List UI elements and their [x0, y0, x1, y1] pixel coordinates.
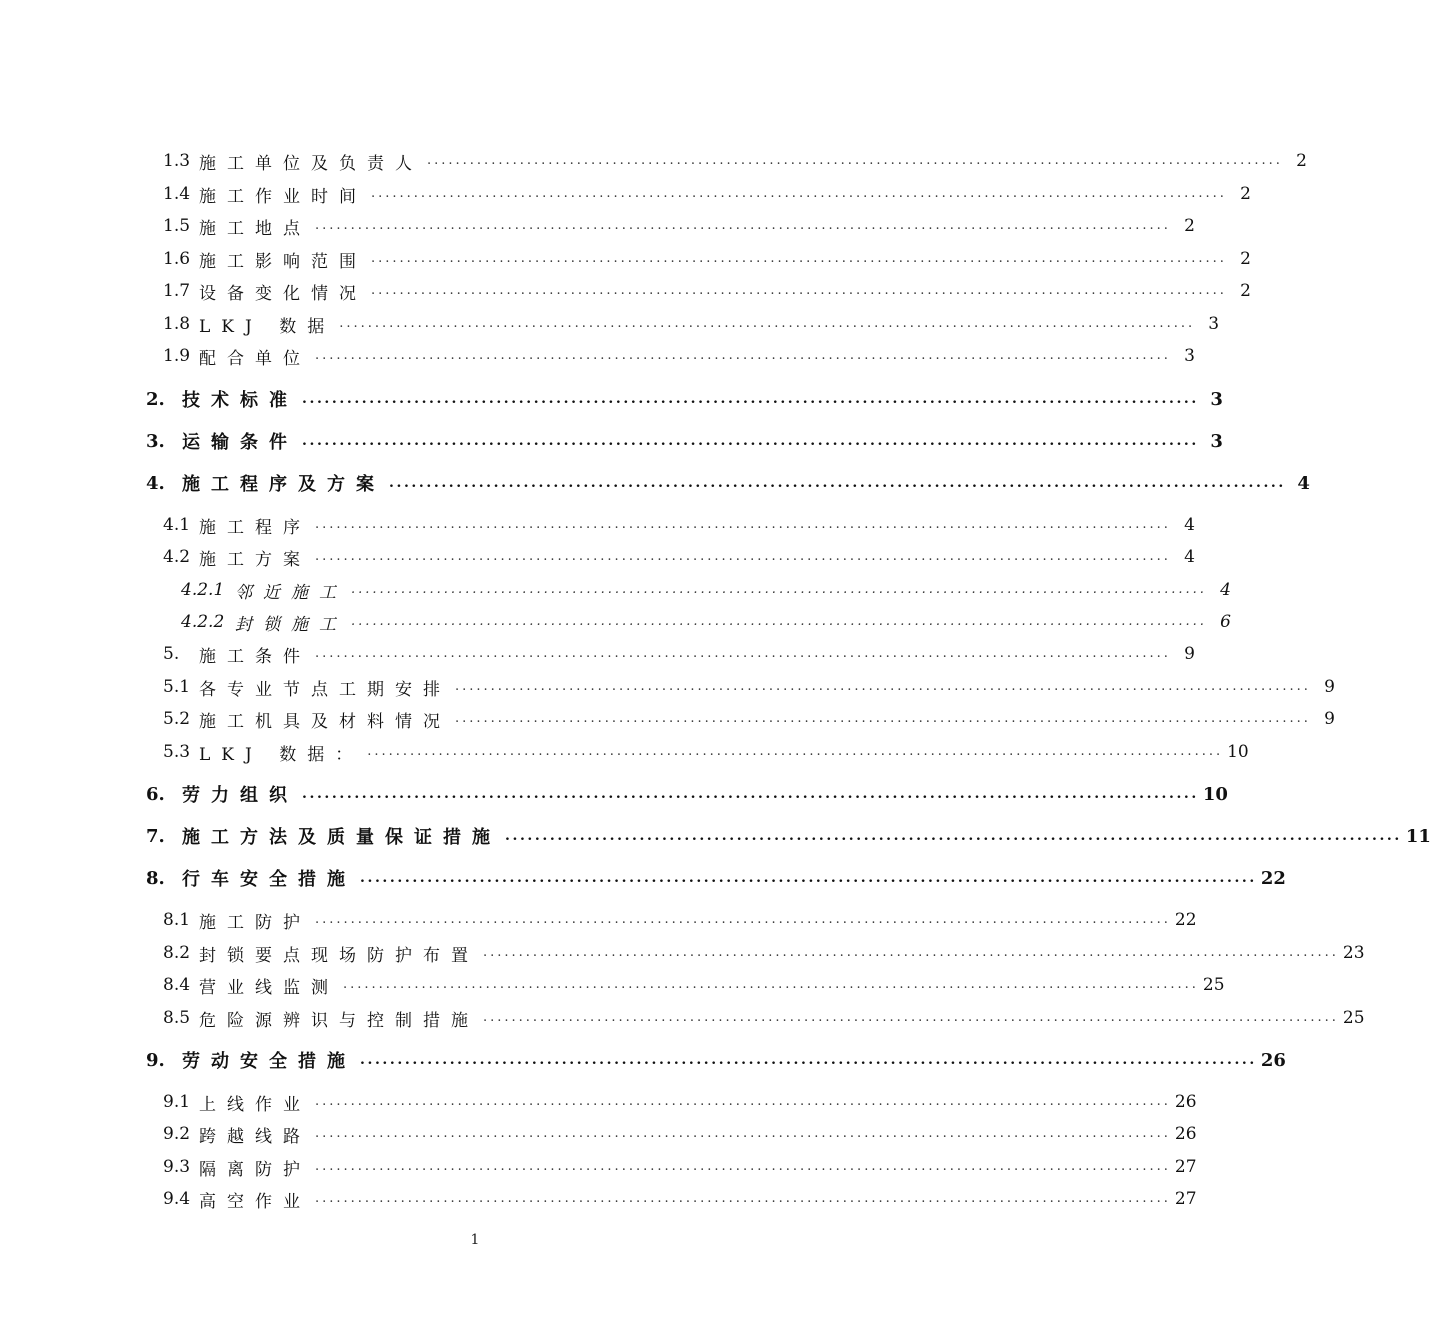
- toc-entry-page: 22: [1174, 910, 1197, 930]
- toc-entry-number: 4.1: [163, 515, 191, 535]
- toc-entry-number: 9.1: [163, 1092, 191, 1112]
- toc-entry[interactable]: [163, 1186, 1197, 1212]
- toc-entry-number: 4.2.1: [181, 580, 225, 600]
- toc-entry-page: 2: [1240, 184, 1251, 204]
- toc-entry-page: 26: [1260, 1049, 1286, 1071]
- toc-entry-title: 设备变化情况: [199, 283, 367, 304]
- toc-dot-leader: ........................................................................................................................: [315, 1094, 1171, 1109]
- toc-entry-page: 4: [1184, 515, 1195, 535]
- toc-entry-title: 施工影响范围: [199, 251, 367, 272]
- toc-entry-title: 配合单位: [199, 348, 311, 369]
- toc-entry-page: 3: [1208, 314, 1220, 334]
- toc-entry-title: 运输条件: [182, 432, 298, 453]
- toc-entry[interactable]: [146, 865, 1286, 891]
- toc-dot-leader: ........................................................................................................................: [302, 391, 1199, 407]
- toc-entry-title: 施工程序及方案: [182, 474, 385, 495]
- toc-entry-number: 9.3: [163, 1157, 191, 1177]
- toc-dot-leader: ........................................................................................................................: [343, 977, 1199, 992]
- toc-entry-number: 5.1: [163, 677, 191, 697]
- toc-entry-number: 7.: [146, 825, 165, 847]
- toc-entry-number: 2.: [146, 388, 165, 410]
- toc-entry-number: 5.2: [163, 709, 191, 729]
- toc-dot-leader: ........................................................................................................................: [371, 283, 1227, 298]
- toc-dot-leader: ........................................................................................................................: [315, 517, 1171, 532]
- toc-entry-title: 跨越线路: [199, 1126, 311, 1147]
- toc-entry[interactable]: [163, 181, 1251, 207]
- toc-entry-number: 1.3: [163, 151, 191, 171]
- toc-entry-number: 8.2: [163, 943, 191, 963]
- toc-entry-page: 9: [1324, 709, 1335, 729]
- toc-entry[interactable]: [163, 278, 1251, 304]
- toc-entry[interactable]: [163, 311, 1220, 337]
- toc-entry-title: 高空作业: [199, 1191, 311, 1212]
- toc-entry-page: 26: [1174, 1124, 1197, 1144]
- toc-entry-title: 施工条件: [199, 646, 311, 667]
- toc-entry[interactable]: [163, 907, 1197, 933]
- toc-dot-leader: ........................................................................................................................: [315, 348, 1171, 363]
- toc-entry[interactable]: [163, 1121, 1197, 1147]
- toc-dot-leader: ........................................................................................................................: [302, 433, 1199, 449]
- toc-entry[interactable]: [146, 1047, 1286, 1073]
- toc-entry-page: 2: [1240, 281, 1251, 301]
- toc-entry-number: 9.: [146, 1049, 165, 1071]
- toc-entry-page: 25: [1202, 975, 1225, 995]
- toc-dot-leader: ........................................................................................................................: [339, 316, 1196, 331]
- toc-entry-title: 隔离防护: [199, 1159, 311, 1180]
- toc-dot-leader: ........................................................................................................................: [315, 1126, 1171, 1141]
- toc-entry-page: 9: [1184, 644, 1195, 664]
- toc-dot-leader: ........................................................................................................................: [302, 786, 1199, 802]
- toc-entry-number: 8.: [146, 867, 165, 889]
- toc-entry-title: 邻近施工: [235, 582, 347, 603]
- toc-entry-number: 8.1: [163, 910, 191, 930]
- toc-entry[interactable]: [163, 213, 1195, 239]
- toc-dot-leader: ........................................................................................................................: [315, 549, 1171, 564]
- toc-entry[interactable]: [163, 706, 1335, 732]
- toc-entry-title: 施工方案: [199, 549, 311, 570]
- toc-dot-leader: ........................................................................................................................: [315, 218, 1171, 233]
- toc-entry-title: 施工程序: [199, 517, 311, 538]
- toc-entry[interactable]: [146, 823, 1431, 849]
- toc-entry[interactable]: [163, 544, 1195, 570]
- toc-entry-number: 4.2.2: [181, 612, 225, 632]
- toc-dot-leader: ........................................................................................................................: [483, 945, 1339, 960]
- toc-entry-title: 封锁要点现场防护布置: [199, 945, 479, 966]
- toc-entry-page: 3: [1184, 346, 1195, 366]
- toc-entry[interactable]: [163, 972, 1225, 998]
- toc-entry-title: 劳动安全措施: [182, 1051, 356, 1072]
- toc-entry-title: 封锁施工: [235, 614, 347, 635]
- toc-entry-page: 4: [1297, 472, 1310, 494]
- toc-dot-leader: ........................................................................................................................: [371, 186, 1227, 201]
- toc-entry-page: 27: [1174, 1157, 1197, 1177]
- toc-entry[interactable]: [146, 781, 1228, 807]
- toc-dot-leader: ........................................................................................................................: [505, 828, 1402, 844]
- toc-entry-title: 营业线监测: [199, 977, 339, 998]
- toc-entry-number: 5.3: [163, 742, 191, 762]
- toc-entry-title: 施工单位及负责人: [199, 153, 423, 174]
- toc-entry-number: 5.: [163, 644, 185, 664]
- toc-entry-page: 27: [1174, 1189, 1197, 1209]
- toc-entry-number: 4.2: [163, 547, 191, 567]
- toc-entry-page: 4: [1184, 547, 1195, 567]
- toc-entry[interactable]: [146, 386, 1223, 412]
- toc-entry-title: 技术标准: [182, 390, 298, 411]
- toc-entry-page: 3: [1210, 388, 1223, 410]
- toc-entry-number: 6.: [146, 783, 165, 805]
- toc-entry[interactable]: [163, 512, 1195, 538]
- toc-entry-title: 上线作业: [199, 1094, 311, 1115]
- toc-entry-number: 1.6: [163, 249, 191, 269]
- toc-entry[interactable]: [163, 674, 1335, 700]
- toc-entry-title: 各专业节点工期安排: [199, 679, 451, 700]
- toc-entry-page: 3: [1210, 430, 1223, 452]
- toc-entry-page: 23: [1342, 943, 1365, 963]
- toc-entry-title: LKJ 数据：: [199, 744, 364, 765]
- toc-entry[interactable]: [146, 470, 1310, 496]
- toc-entry-page: 6: [1220, 612, 1231, 632]
- toc-entry-number: 1.7: [163, 281, 191, 301]
- toc-entry-page: 4: [1220, 580, 1231, 600]
- toc-entry-page: 10: [1227, 742, 1249, 762]
- toc-dot-leader: ........................................................................................................................: [315, 1159, 1171, 1174]
- toc-entry-page: 11: [1405, 825, 1431, 847]
- toc-dot-leader: ........................................................................................................................: [367, 744, 1224, 759]
- toc-dot-leader: ........................................................................................................................: [483, 1010, 1339, 1025]
- toc-dot-leader: ........................................................................................................................: [427, 153, 1283, 168]
- toc-entry[interactable]: [163, 343, 1195, 369]
- toc-entry-title: 施工地点: [199, 218, 311, 239]
- toc-entry-title: 施工作业时间: [199, 186, 367, 207]
- toc-dot-leader: ........................................................................................................................: [360, 870, 1257, 886]
- toc-entry-page: 26: [1174, 1092, 1197, 1112]
- toc-entry[interactable]: [163, 1089, 1197, 1115]
- toc-entry-title: LKJ 数据: [199, 316, 336, 337]
- toc-entry[interactable]: [163, 739, 1249, 765]
- toc-entry[interactable]: [163, 246, 1251, 272]
- toc-entry[interactable]: [181, 577, 1231, 603]
- toc-entry-page: 2: [1296, 151, 1307, 171]
- toc-dot-leader: ........................................................................................................................: [315, 1191, 1171, 1206]
- toc-entry-page: 22: [1260, 867, 1286, 889]
- toc-entry-number: 9.4: [163, 1189, 191, 1209]
- toc-entry[interactable]: [163, 1154, 1197, 1180]
- toc-entry-page: 25: [1342, 1008, 1365, 1028]
- toc-dot-leader: ........................................................................................................................: [455, 711, 1311, 726]
- toc-entry-number: 1.5: [163, 216, 191, 236]
- toc-entry-number: 8.5: [163, 1008, 191, 1028]
- toc-entry-title: 劳力组织: [182, 785, 298, 806]
- toc-entry[interactable]: [163, 1005, 1365, 1031]
- toc-dot-leader: ........................................................................................................................: [455, 679, 1311, 694]
- toc-entry-title: 危险源辨识与控制措施: [199, 1010, 479, 1031]
- toc-entry-page: 2: [1240, 249, 1251, 269]
- toc-entry-number: 3.: [146, 430, 165, 452]
- toc-dot-leader: ........................................................................................................................: [315, 646, 1171, 661]
- toc-entry-page: 10: [1202, 783, 1228, 805]
- toc-entry[interactable]: [146, 428, 1223, 454]
- toc-entry[interactable]: [163, 148, 1307, 174]
- toc-entry-number: 8.4: [163, 975, 191, 995]
- page-number: 1: [470, 1232, 480, 1248]
- toc-dot-leader: ........................................................................................................................: [315, 912, 1171, 927]
- toc-dot-leader: ........................................................................................................................: [360, 1052, 1257, 1068]
- toc-entry[interactable]: [181, 609, 1231, 635]
- toc-entry-title: 施工机具及材料情况: [199, 711, 451, 732]
- toc-entry-title: 施工防护: [199, 912, 311, 933]
- toc-dot-leader: ........................................................................................................................: [351, 582, 1207, 597]
- toc-dot-leader: ........................................................................................................................: [389, 475, 1286, 491]
- toc-entry-number: 9.2: [163, 1124, 191, 1144]
- toc-entry-number: 1.4: [163, 184, 191, 204]
- toc-entry-title: 施工方法及质量保证措施: [182, 827, 501, 848]
- toc-entry-number: 1.9: [163, 346, 191, 366]
- toc-entry-title: 行车安全措施: [182, 869, 356, 890]
- toc-entry-number: 4.: [146, 472, 165, 494]
- toc-entry-number: 1.8: [163, 314, 196, 334]
- toc-entry-page: 2: [1184, 216, 1195, 236]
- toc-entry[interactable]: [163, 940, 1365, 966]
- toc-entry-page: 9: [1324, 677, 1335, 697]
- toc-dot-leader: ........................................................................................................................: [371, 251, 1227, 266]
- toc-entry[interactable]: [163, 641, 1195, 667]
- toc-dot-leader: ........................................................................................................................: [351, 614, 1207, 629]
